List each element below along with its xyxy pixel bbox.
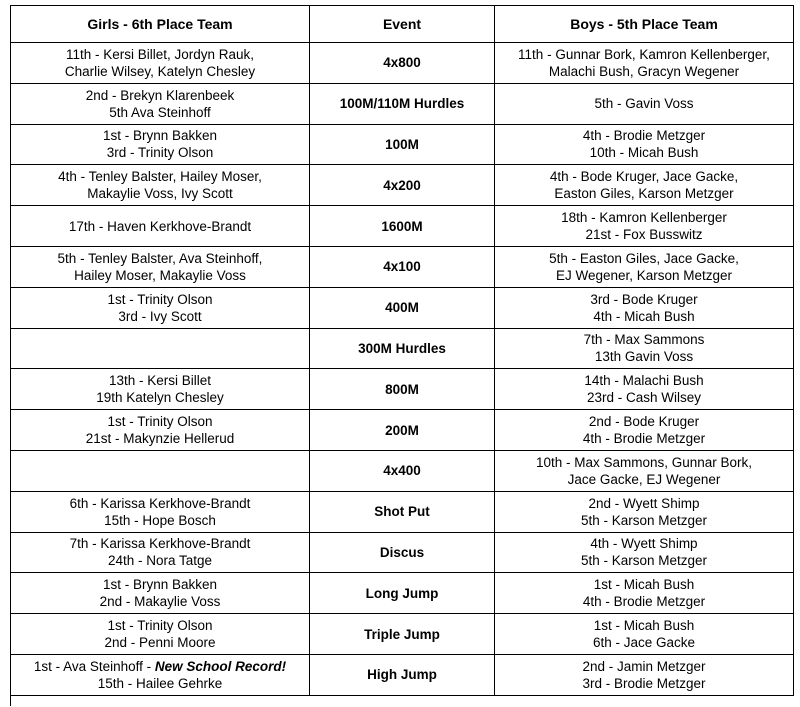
event-name-cell: Shot Put [310, 491, 495, 532]
boys-result-line: 18th - Kamron Kellenberger [561, 210, 727, 226]
girls-result-line [13, 658, 307, 675]
boys-result-cell [495, 206, 794, 247]
girls-result-line: 5th Ava Steinhoff [109, 104, 211, 120]
event-name-cell: 4x800 [310, 43, 495, 84]
table-row [11, 43, 794, 84]
boys-result-line: 1st - Micah Bush [593, 618, 695, 634]
event-name-cell: Long Jump [310, 573, 495, 614]
boys-result-line: 5th - Karson Metzger [580, 553, 708, 569]
girls-result-cell [11, 491, 310, 532]
girls-result-line: 3rd - Ivy Scott [118, 308, 202, 324]
event-name-cell: High Jump [310, 654, 495, 695]
event-name-cell: Triple Jump [310, 614, 495, 655]
boys-result-cell [495, 369, 794, 410]
girls-result-line: 24th - Nora Tatge [107, 553, 213, 569]
boys-result-cell [495, 165, 794, 206]
text-cursor [10, 694, 11, 706]
boys-result-line: Jace Gacke, EJ Wegener [567, 471, 721, 487]
girls-result-line: 2nd - Makaylie Voss [99, 594, 221, 610]
girls-result-cell [11, 614, 310, 655]
boys-result-line: 2nd - Jamin Metzger [582, 658, 706, 674]
girls-result-cell [11, 410, 310, 451]
table-row [11, 532, 794, 573]
boys-result-line: 5th - Gavin Voss [594, 96, 694, 112]
boys-header: Boys - 5th Place Team [495, 6, 794, 43]
event-name-cell: 4x400 [310, 450, 495, 491]
boys-result-cell [495, 124, 794, 165]
girls-result-line: 15th - Hailee Gehrke [97, 675, 223, 691]
boys-result-line: 10th - Max Sammons, Gunnar Bork, [535, 454, 753, 470]
boys-result-cell [495, 573, 794, 614]
boys-result-line: 4th - Brodie Metzger [582, 128, 706, 144]
girls-result-line: 6th - Karissa Kerkhove-Brandt [69, 495, 251, 511]
boys-result-line: 6th - Jace Gacke [592, 635, 696, 651]
table-row [11, 287, 794, 328]
girls-result-line: 2nd - Penni Moore [104, 635, 216, 651]
girls-result-line: 15th - Hope Bosch [104, 512, 216, 528]
girls-header: Girls - 6th Place Team [11, 6, 310, 43]
boys-result-line: 5th - Karson Metzger [580, 512, 708, 528]
boys-result-cell [495, 654, 794, 695]
girls-result-line: 5th - Tenley Balster, Ava Steinhoff, [57, 250, 263, 266]
girls-result-cell [11, 43, 310, 84]
table-row [11, 328, 794, 369]
girls-result-line: 1st - Trinity Olson [107, 291, 213, 307]
boys-result-line: 4th - Micah Bush [593, 308, 695, 324]
girls-result-line: 13th - Kersi Billet [108, 373, 212, 389]
table-row [11, 573, 794, 614]
table-row [11, 369, 794, 410]
event-name-cell: 4x100 [310, 246, 495, 287]
event-name-cell: 200M [310, 410, 495, 451]
event-name-cell: Discus [310, 532, 495, 573]
girls-result-cell [11, 573, 310, 614]
girls-result-line: Charlie Wilsey, Katelyn Chesley [64, 63, 256, 79]
girls-result-cell [11, 246, 310, 287]
table-row [11, 654, 794, 695]
girls-result-line: 1st - Brynn Bakken [102, 577, 218, 593]
boys-result-cell [495, 246, 794, 287]
girls-result-cell [11, 450, 310, 491]
girls-result-cell [11, 165, 310, 206]
boys-result-line: Malachi Bush, Gracyn Wegener [548, 63, 740, 79]
boys-result-line: 1st - Micah Bush [593, 577, 695, 593]
girls-result-line: 3rd - Trinity Olson [106, 145, 214, 161]
boys-result-cell [495, 83, 794, 124]
boys-result-cell [495, 491, 794, 532]
event-name-cell: 800M [310, 369, 495, 410]
event-name-cell: 1600M [310, 206, 495, 247]
boys-result-line: 14th - Malachi Bush [584, 373, 704, 389]
girls-result-line: 11th - Kersi Billet, Jordyn Rauk, [65, 46, 255, 62]
event-name-cell: 400M [310, 287, 495, 328]
table-row [11, 614, 794, 655]
boys-result-line: 4th - Bode Kruger, Jace Gacke, [549, 169, 739, 185]
table-row [11, 206, 794, 247]
boys-result-cell [495, 614, 794, 655]
boys-result-cell [495, 287, 794, 328]
boys-result-line: 2nd - Wyett Shimp [588, 495, 700, 511]
boys-result-line: 13th Gavin Voss [594, 349, 694, 365]
table-row [11, 450, 794, 491]
girls-result-cell [11, 83, 310, 124]
table-row [11, 124, 794, 165]
boys-result-line: 4th - Wyett Shimp [590, 536, 698, 552]
girls-result-line: Hailey Moser, Makaylie Voss [74, 267, 246, 283]
event-name-cell: 100M [310, 124, 495, 165]
table-row [11, 246, 794, 287]
table-row [11, 83, 794, 124]
boys-result-line: 10th - Micah Bush [589, 145, 699, 161]
boys-result-cell [495, 450, 794, 491]
school-record-note: New School Record! [154, 658, 287, 674]
boys-result-line: 3rd - Bode Kruger [590, 291, 698, 307]
boys-result-cell [495, 43, 794, 84]
girls-result-cell [11, 206, 310, 247]
boys-result-cell [495, 532, 794, 573]
boys-result-line: 7th - Max Sammons [583, 332, 705, 348]
boys-result-line: 2nd - Bode Kruger [588, 414, 700, 430]
girls-result-cell [11, 287, 310, 328]
table-row [11, 410, 794, 451]
girls-result-text: 1st - Ava Steinhoff - [33, 658, 155, 674]
girls-result-line: Makaylie Voss, Ivy Scott [87, 186, 233, 202]
boys-result-line: EJ Wegener, Karson Metzger [555, 267, 733, 283]
boys-result-line: 4th - Brodie Metzger [582, 594, 706, 610]
boys-result-cell [495, 328, 794, 369]
boys-result-line: Easton Giles, Karson Metzger [554, 186, 734, 202]
girls-result-line: 4th - Tenley Balster, Hailey Moser, [58, 169, 262, 185]
girls-result-line: 7th - Karissa Kerkhove-Brandt [69, 536, 251, 552]
table-row [11, 165, 794, 206]
header-row [11, 6, 794, 43]
event-header: Event [310, 6, 495, 43]
girls-result-line: 21st - Makynzie Hellerud [85, 431, 235, 447]
boys-result-cell [495, 410, 794, 451]
boys-result-line: 5th - Easton Giles, Jace Gacke, [549, 250, 739, 266]
girls-result-line: 1st - Trinity Olson [107, 414, 213, 430]
boys-result-line: 3rd - Brodie Metzger [582, 675, 706, 691]
girls-result-cell [11, 328, 310, 369]
event-name-cell: 4x200 [310, 165, 495, 206]
girls-result-line: 1st - Trinity Olson [107, 618, 213, 634]
boys-result-line: 21st - Fox Busswitz [585, 227, 703, 243]
boys-result-line: 11th - Gunnar Bork, Kamron Kellenberger, [518, 46, 770, 62]
girls-result-line: 2nd - Brekyn Klarenbeek [85, 87, 235, 103]
boys-result-line: 4th - Brodie Metzger [582, 431, 706, 447]
girls-result-line: 19th Katelyn Chesley [96, 390, 224, 406]
event-name-cell: 300M Hurdles [310, 328, 495, 369]
event-name-cell: 100M/110M Hurdles [310, 83, 495, 124]
boys-result-line: 23rd - Cash Wilsey [586, 390, 702, 406]
girls-result-cell [11, 124, 310, 165]
girls-result-cell [11, 532, 310, 573]
girls-result-line: 17th - Haven Kerkhove-Brandt [68, 218, 252, 234]
girls-result-cell [11, 369, 310, 410]
girls-result-line: 1st - Brynn Bakken [102, 128, 218, 144]
girls-result-cell [11, 654, 310, 695]
results-table [10, 5, 794, 696]
table-row [11, 491, 794, 532]
